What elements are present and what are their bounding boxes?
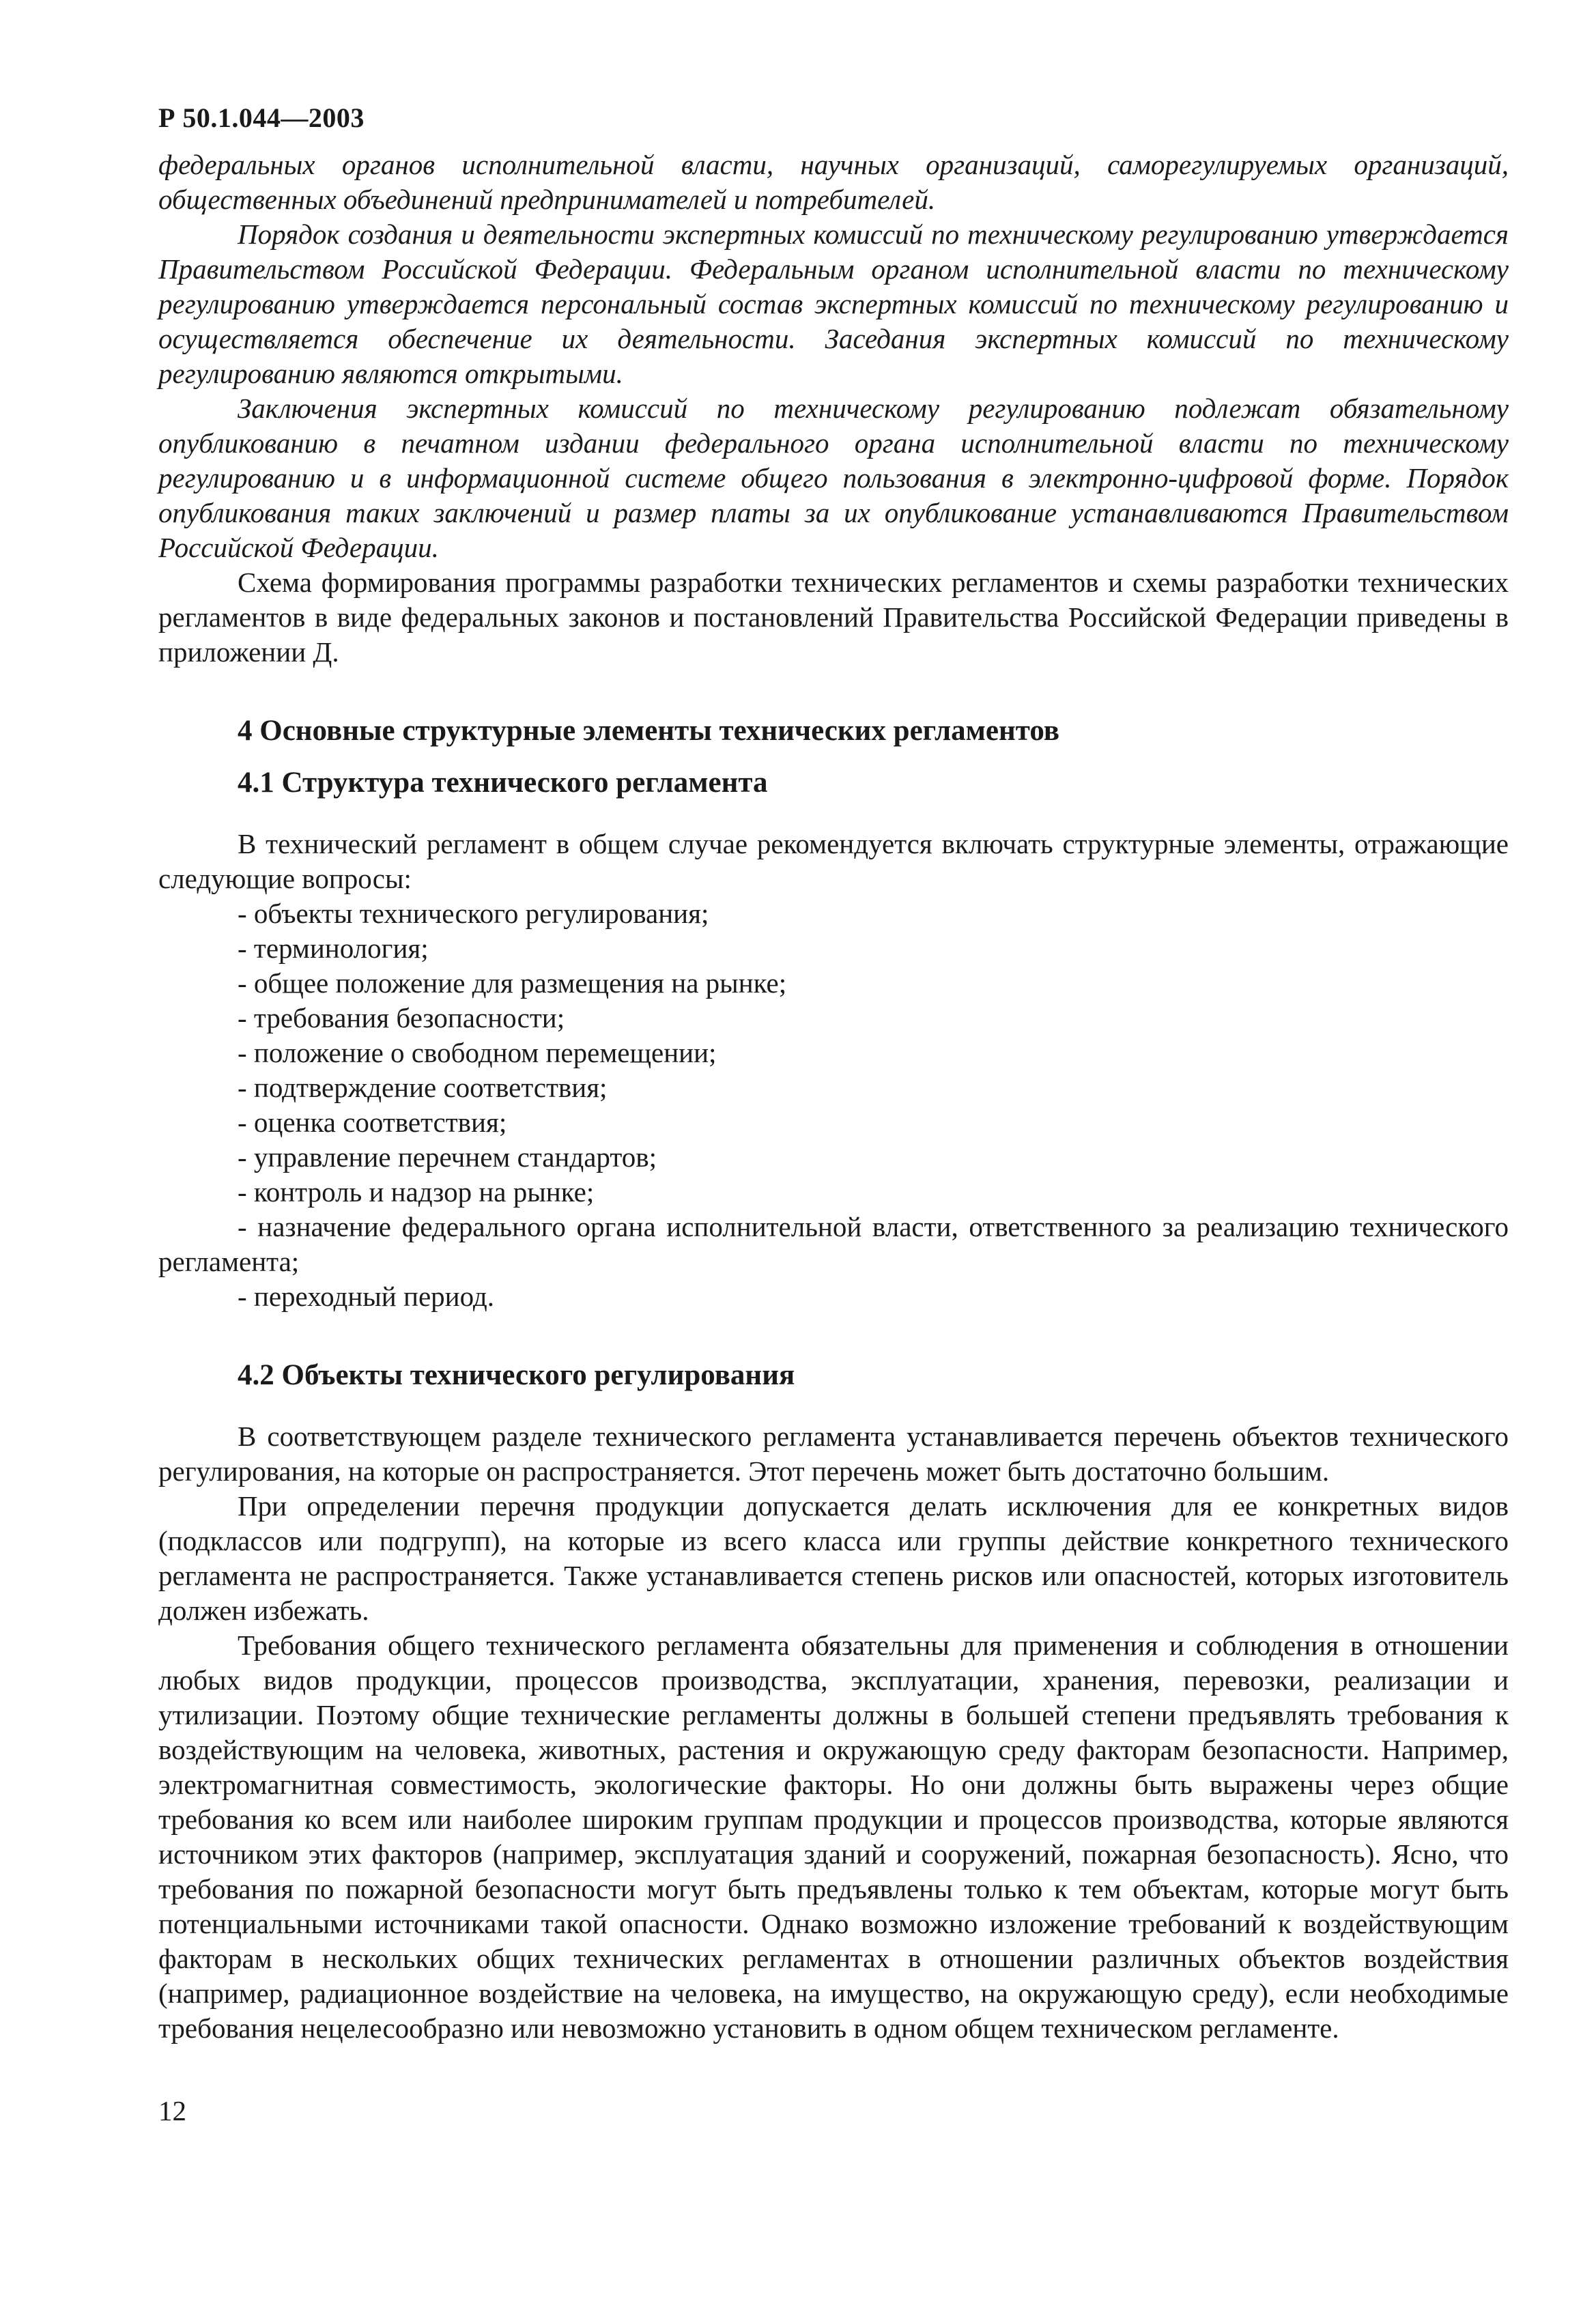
structural-elements-list: [158, 896, 1509, 1314]
list-item: - переходный период.: [238, 1281, 495, 1312]
intro-italic-paragraph-2: Порядок создания и деятельности экспертных комиссий по техническому регулированию утверждается Правительством Российской Федерации. Федеральным органом исполнительной власти по техническому регулированию утверждается персональный состав экспертных комиссий по техническому регулированию и осуществляется обеспечение их деятельности. Заседания экспертных комиссий по техническому регулированию являются открытыми.: [158, 218, 1509, 389]
intro-italic-paragraph-1: федеральных органов исполнительной власти, научных организаций, саморегулируемых организаций, общественных объединений предпринимателей и потребителей.: [158, 149, 1509, 215]
section-4-2-paragraph-1: В соответствующем разделе технического регламента устанавливается перечень объектов технического регулирования, на которые он распространяется. Этот перечень может быть достаточно большим.: [158, 1421, 1509, 1487]
section-4-1-title: 4.1 Структура технического регламента: [238, 767, 768, 799]
document-page: [158, 102, 1509, 2046]
section-4-1-lead: В технический регламент в общем случае рекомендуется включать структурные элементы, отражающие следующие вопросы:: [158, 828, 1509, 894]
scheme-paragraph: Схема формирования программы разработки технических регламентов и схемы разработки технических регламентов в виде федеральных законов и постановлений Правительства Российской Федерации приведены в приложении Д.: [158, 567, 1509, 668]
list-item: - объекты технического регулирования;: [238, 898, 709, 929]
list-item: - оценка соответствия;: [238, 1107, 507, 1138]
list-item: - положение о свободном перемещении;: [238, 1037, 717, 1068]
section-4-2-paragraph-3: Требования общего технического регламента обязательны для применения и соблюдения в отношении любых видов продукции, процессов производства, эксплуатации, хранения, перевозки, реализации и утилизации. Поэтому общие технические регламенты должны в большей степени предъявлять требования к воздействующим на человека, животных, растения и окружающую среду факторам безопасности. Например, электромагнитная совместимость, экологические факторы. Но они должны быть выражены через общие требования ко всем или наиболее широким группам продукции и процессов производства, которые являются источником этих факторов (например, эксплуатация зданий и сооружений, пожарная безопасность). Ясно, что требования по пожарной безопасности могут быть предъявлены только к тем объектам, которые могут быть потенциальными источниками такой опасности. Однако возможно изложение требований к воздействующим факторам в нескольких общих технических регламентах в отношении различных объектов воздействия (например, радиационное воздействие на человека, на имущество, на окружающую среду), если необходимые требования нецелесообразно или невозможно установить в одном общем техническом регламенте.: [158, 1629, 1509, 2044]
section-4-2-title: 4.2 Объекты технического регулирования: [238, 1359, 795, 1391]
section-4-title: 4 Основные структурные элементы технических регламентов: [238, 715, 1059, 747]
document-code: Р 50.1.044—2003: [158, 102, 365, 133]
list-item: - назначение федерального органа исполнительной власти, ответственного за реализацию технического регламента;: [158, 1211, 1509, 1277]
list-item: - подтверждение соответствия;: [238, 1072, 608, 1103]
list-item: - требования безопасности;: [238, 1002, 565, 1034]
list-item: - общее положение для размещения на рынке;: [238, 967, 787, 999]
list-item: - управление перечнем стандартов;: [238, 1141, 657, 1173]
section-4-2-paragraph-2: При определении перечня продукции допускается делать исключения для ее конкретных видов (подклассов или подгрупп), на которые из всего класса или группы действие конкретного технического регламента не распространяется. Также устанавливается степень рисков или опасностей, которых изготовитель должен избежать.: [158, 1490, 1509, 1626]
list-item: - контроль и надзор на рынке;: [238, 1176, 595, 1208]
intro-italic-paragraph-3: Заключения экспертных комиссий по техническому регулированию подлежат обязательному опубликованию в печатном издании федерального органа исполнительной власти по техническому регулированию и в информационной системе общего пользования в электронно-цифровой форме. Порядок опубликования таких заключений и размер платы за их опубликование устанавливаются Правительством Российской Федерации.: [158, 393, 1509, 563]
page-number: 12: [158, 2095, 186, 2126]
list-item: - терминология;: [238, 932, 429, 964]
